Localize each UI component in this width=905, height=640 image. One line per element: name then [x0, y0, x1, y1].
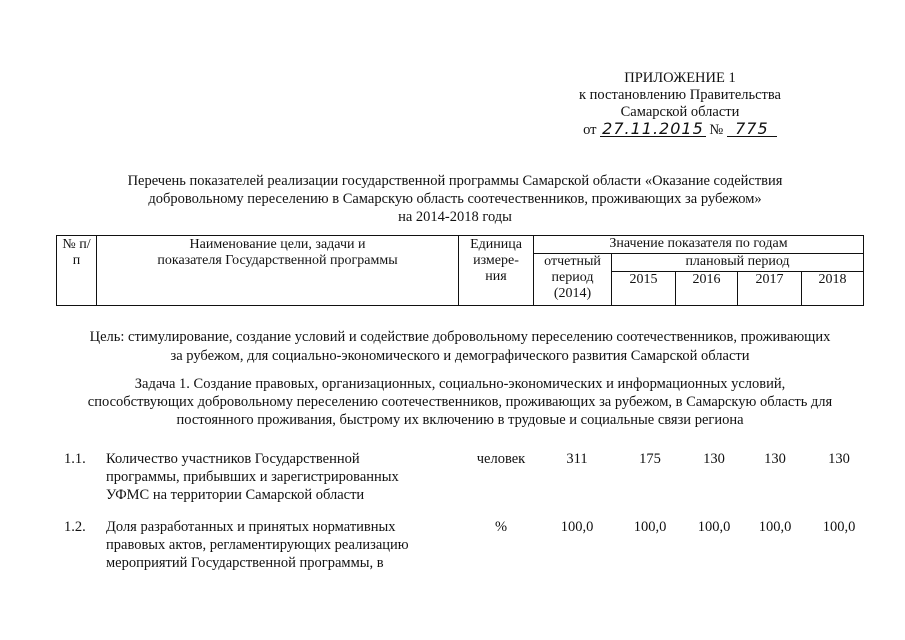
row-value-2015: 175 [639, 451, 661, 467]
row-indicator-name [106, 450, 436, 504]
task-line-1: Задача 1. Создание правовых, организационных, социально-экономических и информационных условий, [134, 376, 786, 392]
row-value-2017: 130 [764, 451, 786, 467]
col-header-number: № п/п [57, 236, 97, 306]
row-unit: % [494, 519, 508, 535]
appendix-line-1: к постановлению Правительства [579, 87, 781, 103]
row-value-2018: 130 [828, 451, 850, 467]
appendix-title: ПРИЛОЖЕНИЕ 1 [624, 70, 736, 86]
row-number: 1.2. [64, 519, 86, 535]
col-header-year-2018: 2018 [802, 272, 864, 306]
col-header-planned-period: плановый период [612, 254, 864, 272]
row-number: 1.1. [64, 451, 86, 467]
from-label: от [583, 122, 597, 138]
row-indicator-name [106, 518, 436, 572]
row-value-2014: 100,0 [560, 519, 594, 535]
row-value-2016: 130 [703, 451, 725, 467]
row-value-2016: 100,0 [697, 519, 731, 535]
row-name-line: Количество участников Государственной [106, 451, 360, 467]
document-title [60, 172, 850, 226]
handwritten-number: 775 [727, 122, 777, 137]
handwritten-date: 27.11.2015 [602, 119, 704, 138]
row-name-line: УФМС на территории Самарской области [106, 487, 365, 503]
row-name-line: Доля разработанных и принятых нормативных [106, 519, 396, 535]
row-value-2014: 311 [566, 451, 588, 467]
appendix-block [560, 70, 800, 139]
row-value-2015: 100,0 [633, 519, 667, 535]
task-line-3: постоянного проживания, быстрому их включению в трудовые и социальные связи региона [176, 412, 744, 428]
document-title-line-3: на 2014-2018 годы [398, 209, 512, 225]
document-title-line-1: Перечень показателей реализации государственной программы Самарской области «Оказание содействия [127, 173, 783, 189]
col-header-values-by-year: Значение показателя по годам [534, 236, 864, 254]
col-header-reporting-period: отчетный период (2014) [534, 254, 612, 306]
col-header-year-2017: 2017 [738, 272, 802, 306]
appendix-line-2: Самарской области [620, 104, 740, 120]
col-header-name: Наименование цели, задачи и показателя Государственной программы [97, 236, 459, 306]
row-name-line: правовых актов, регламентирующих реализацию [106, 537, 409, 553]
row-value-2017: 100,0 [758, 519, 792, 535]
goal-text [60, 328, 860, 366]
col-header-unit: Единица измере-ния [459, 236, 534, 306]
col-header-year-2015: 2015 [612, 272, 676, 306]
appendix-date-line [560, 119, 800, 139]
number-sign: № [709, 122, 724, 138]
row-value-2018: 100,0 [822, 519, 856, 535]
col-header-year-2016: 2016 [676, 272, 738, 306]
task-line-2: способствующих добровольному переселению соотечественников, проживающих за рубежом, в Самарскую область для [87, 394, 833, 410]
row-unit: человек [476, 451, 526, 467]
task-text [40, 375, 880, 429]
goal-line-2: за рубежом, для социально-экономического и демографического развития Самарской области [170, 348, 750, 364]
indicator-table-header [56, 235, 864, 306]
row-name-line: мероприятий Государственной программы, в [106, 555, 384, 571]
goal-line-1: Цель: стимулирование, создание условий и содействие добровольному переселению соотечественников, проживающих [89, 329, 831, 345]
document-title-line-2: добровольному переселению в Самарскую область соотечественников, проживающих за рубежом» [148, 191, 762, 207]
row-name-line: программы, прибывших и зарегистрированных [106, 469, 399, 485]
